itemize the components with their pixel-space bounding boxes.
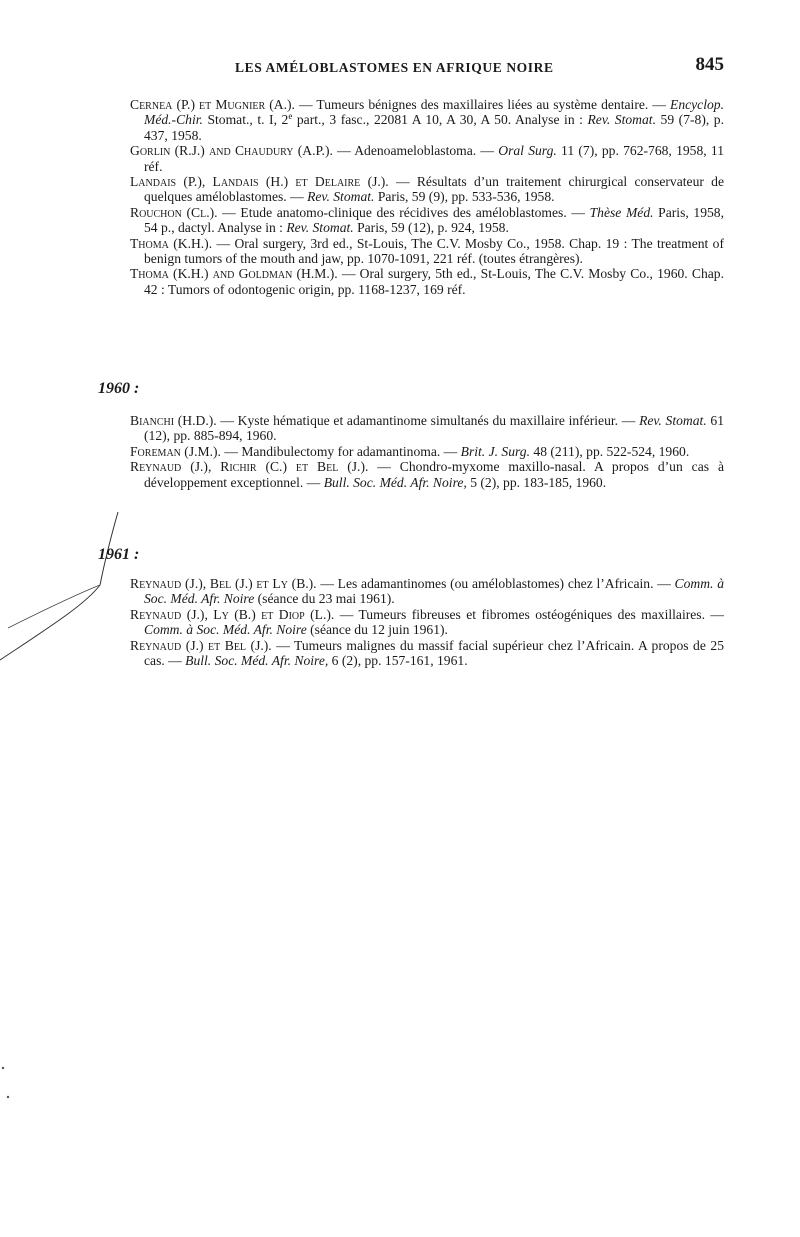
reference-list-1960 [130,413,724,490]
reference-entry: Thoma (K.H.). — Oral surgery, 3rd ed., St-Louis, The C.V. Mosby Co., 1958. Chap. 19 : The treatment of benign tumors of the mouth and jaw, pp. 1070-1091, 221 réf. (toutes étrangères). [130,235,724,267]
reference-entry: Cernea (P.) et Mugnier (A.). — Tumeurs bénignes des maxillaires liées au système dentaire. — Encyclop. Méd.-Chir. Stomat., t. I, 2e part., 3 fasc., 22081 A 10, A 30, A 50. Analyse in : Rev. Stomat. 59 (7-8), p. 437, 1958. [130,97,724,143]
running-title: LES AMÉLOBLASTOMES EN AFRIQUE NOIRE [235,60,554,75]
reference-list-1961 [130,576,724,668]
reference-entry: Rouchon (Cl.). — Etude anatomo-clinique des récidives des améloblastomes. — Thèse Méd. Paris, 1958, 54 p., dactyl. Analyse in : Rev. Stomat. Paris, 59 (12), p. 924, 1958. [130,204,724,236]
reference-entry: Bianchi (H.D.). — Kyste hématique et adamantinome simultanés du maxillaire inférieur. — Rev. Stomat. 61 (12), pp. 885-894, 1960. [130,413,724,444]
page-number: 845 [695,54,724,75]
reference-entry: Reynaud (J.), Richir (C.) et Bel (J.). — Chondro-myxome maxillo-nasal. A propos d’un cas à développement exceptionnel. — Bull. Soc. Méd. Afr. Noire, 5 (2), pp. 183-185, 1960. [130,459,724,490]
reference-entry: Reynaud (J.) et Bel (J.). — Tumeurs malignes du massif facial supérieur chez l’Africain. A propos de 25 cas. — Bull. Soc. Méd. Afr. Noire, 6 (2), pp. 157-161, 1961. [130,637,724,669]
year-heading-1960: 1960 : [98,380,140,397]
reference-entry: Reynaud (J.), Ly (B.) et Diop (L.). — Tumeurs fibreuses et fibromes ostéogéniques des maxillaires. — Comm. à Soc. Méd. Afr. Noire (séance du 12 juin 1961). [130,606,724,638]
year-heading-1961: 1961 : [98,546,140,563]
reference-entry: Reynaud (J.), Bel (J.) et Ly (B.). — Les adamantinomes (ou améloblastomes) chez l’Africain. — Comm. à Soc. Méd. Afr. Noire (séance du 23 mai 1961). [130,576,724,607]
reference-entry: Gorlin (R.J.) and Chaudury (A.P.). — Adenoameloblastoma. — Oral Surg. 11 (7), pp. 762-768, 1958, 11 réf. [130,143,724,174]
reference-list-1958 [130,97,724,297]
page-header [130,54,724,82]
reference-entry: Foreman (J.M.). — Mandibulectomy for adamantinoma. — Brit. J. Surg. 48 (211), pp. 522-524, 1960. [130,443,690,459]
reference-entry: Landais (P.), Landais (H.) et Delaire (J.). — Résultats d’un traitement chirurgical conservateur de quelques améloblastomes. — Rev. Stomat. Paris, 59 (9), pp. 533-536, 1958. [130,174,725,205]
reference-entry: Thoma (K.H.) and Goldman (H.M.). — Oral surgery, 5th ed., St-Louis, The C.V. Mosby Co., 1960. Chap. 42 : Tumors of odontogenic origin, pp. 1168-1237, 169 réf. [130,266,724,297]
